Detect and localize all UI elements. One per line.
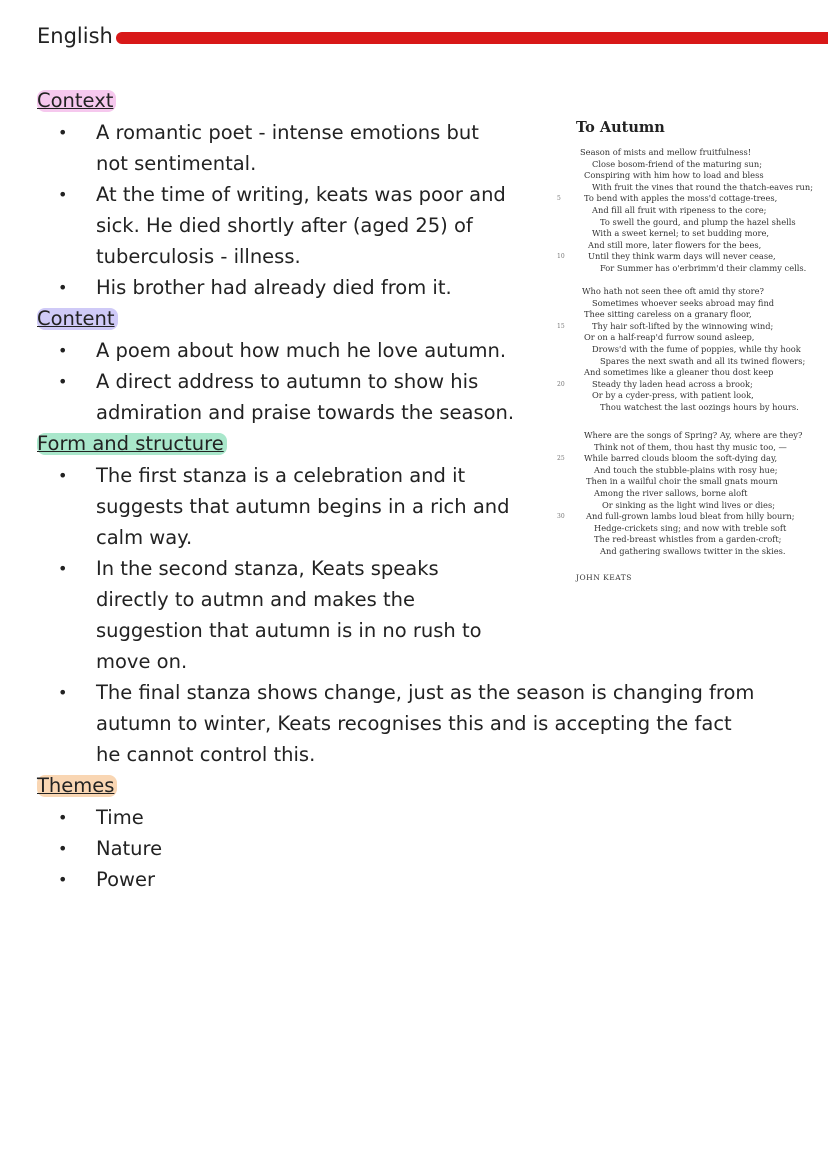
poem-line: Or by a cyder-press, with patient look, [592,390,754,401]
bullet-text-line: • Nature [96,837,163,860]
poem-line-number: 10 [557,253,565,261]
bullet-text-line: • The first stanza is a celebration and it [96,464,466,487]
poem-line: And sometimes like a gleaner thou dost keep [584,367,774,378]
poem-line: The red-breast whistles from a garden-croft; [594,534,782,545]
poem-line: Hedge-crickets sing; and now with treble soft [594,522,787,533]
bullet-text-line: directly to autmn and makes the [96,588,415,611]
poem-line: Or on a half-reap'd furrow sound asleep, [584,332,755,343]
bullet-item [37,833,827,864]
poem-line: Conspiring with him how to load and bless [584,170,764,181]
poem-line: Where are the songs of Spring? Ay, where are they? [584,430,803,440]
poem-line: With a sweet kernel; to set budding more, [592,228,770,239]
subject-title: English [37,24,113,48]
poem-line: Spares the next swath and all its twined flowers; [600,355,806,366]
poem-line: To swell the gourd, and plump the hazel shells [600,216,796,227]
bullet-text-line: not sentimental. [96,152,257,175]
bullet-text-line: autumn to winter, Keats recognises this and is accepting the fact [96,712,732,735]
poem-line: Thee sitting careless on a granary floor, [584,309,752,320]
poem-line: Or sinking as the light wind lives or dies; [602,499,776,510]
section-heading: Themes [37,775,117,797]
poem-author: JOHN KEATS [576,573,632,582]
poem-line: Then in a wailful choir the small gnats mourn [586,476,778,487]
bullet-text-line: • At the time of writing, keats was poor and [96,183,506,206]
bullet-text-line: • In the second stanza, Keats speaks [96,557,439,580]
poem-line-number: 20 [557,380,565,388]
poem-line: And full-grown lambs loud bleat from hilly bourn; [586,511,795,522]
bullet-text-line: • Time [96,806,144,829]
poem-line-number: 5 [557,195,561,203]
bullet-text-line: move on. [96,650,188,673]
poem-line: Among the river sallows, borne aloft [594,488,748,498]
bullet-text-line: • His brother had already died from it. [96,276,452,299]
bullet-item [37,553,827,677]
section-heading: Form and structure [37,433,227,455]
bullet-text-line: • The final stanza shows change, just as the season is changing from [96,681,755,704]
poem-line: Steady thy laden head across a brook; [592,378,753,389]
poem-line-number: 15 [557,322,565,330]
bullet-text-line: tuberculosis - illness. [96,245,301,268]
bullet-item [37,802,827,833]
bullet-text-line: • Power [96,868,155,891]
poem-line: Close bosom-friend of the maturing sun; [592,158,762,169]
poem-line-number: 25 [557,455,565,463]
poem-line: Thy hair soft-lifted by the winnowing wind; [592,320,774,331]
poem-line: Season of mists and mellow fruitfulness! [580,147,752,157]
bullet-list [37,802,827,895]
poem-line: While barred clouds bloom the soft-dying day, [584,453,778,464]
bullet-text-line: he cannot control this. [96,743,316,766]
poem-line: Drows'd with the fume of poppies, while thy hook [592,344,801,354]
bullet-text-line: admiration and praise towards the season. [96,401,515,424]
poem-line: Who hath not seen thee oft amid thy store? [582,286,764,296]
bullet-text-line: calm way. [96,526,193,549]
bullet-text-line: sick. He died shortly after (aged 25) of [96,214,473,237]
poem-line: Thou watchest the last oozings hours by hours. [600,402,799,412]
poem-line: Sometimes whoever seeks abroad may find [592,297,775,308]
poem-line: And fill all fruit with ripeness to the core; [592,205,767,215]
section-heading: Content [37,308,118,330]
bullet-text-line: suggests that autumn begins in a rich and [96,495,510,518]
bullet-text-line: • A romantic poet - intense emotions but [96,121,479,144]
poem-title: To Autumn [576,119,665,136]
poem-line: To bend with apples the moss'd cottage-trees, [584,193,778,204]
section-heading: Context [37,90,116,112]
poem-line: Until they think warm days will never cease, [588,251,776,262]
poem-line-number: 30 [557,513,565,521]
poem-line: Think not of them, thou hast thy music too, — [594,441,787,452]
title-underline-bar [116,32,828,44]
bullet-text-line: • A poem about how much he love autumn. [96,339,507,362]
bullet-item [37,864,827,895]
poem-line: For Summer has o'erbrimm'd their clammy cells. [600,263,807,273]
bullet-text-line: • A direct address to autumn to show his [96,370,479,393]
poem-line: With fruit the vines that round the thatch-eaves run; [592,181,814,192]
poem-line: And gathering swallows twitter in the skies. [600,546,786,556]
bullet-item [37,677,827,770]
poem-line: And touch the stubble-plains with rosy hue; [594,464,778,475]
poem-line: And still more, later flowers for the bees, [588,239,762,250]
bullet-text-line: suggestion that autumn is in no rush to [96,619,482,642]
